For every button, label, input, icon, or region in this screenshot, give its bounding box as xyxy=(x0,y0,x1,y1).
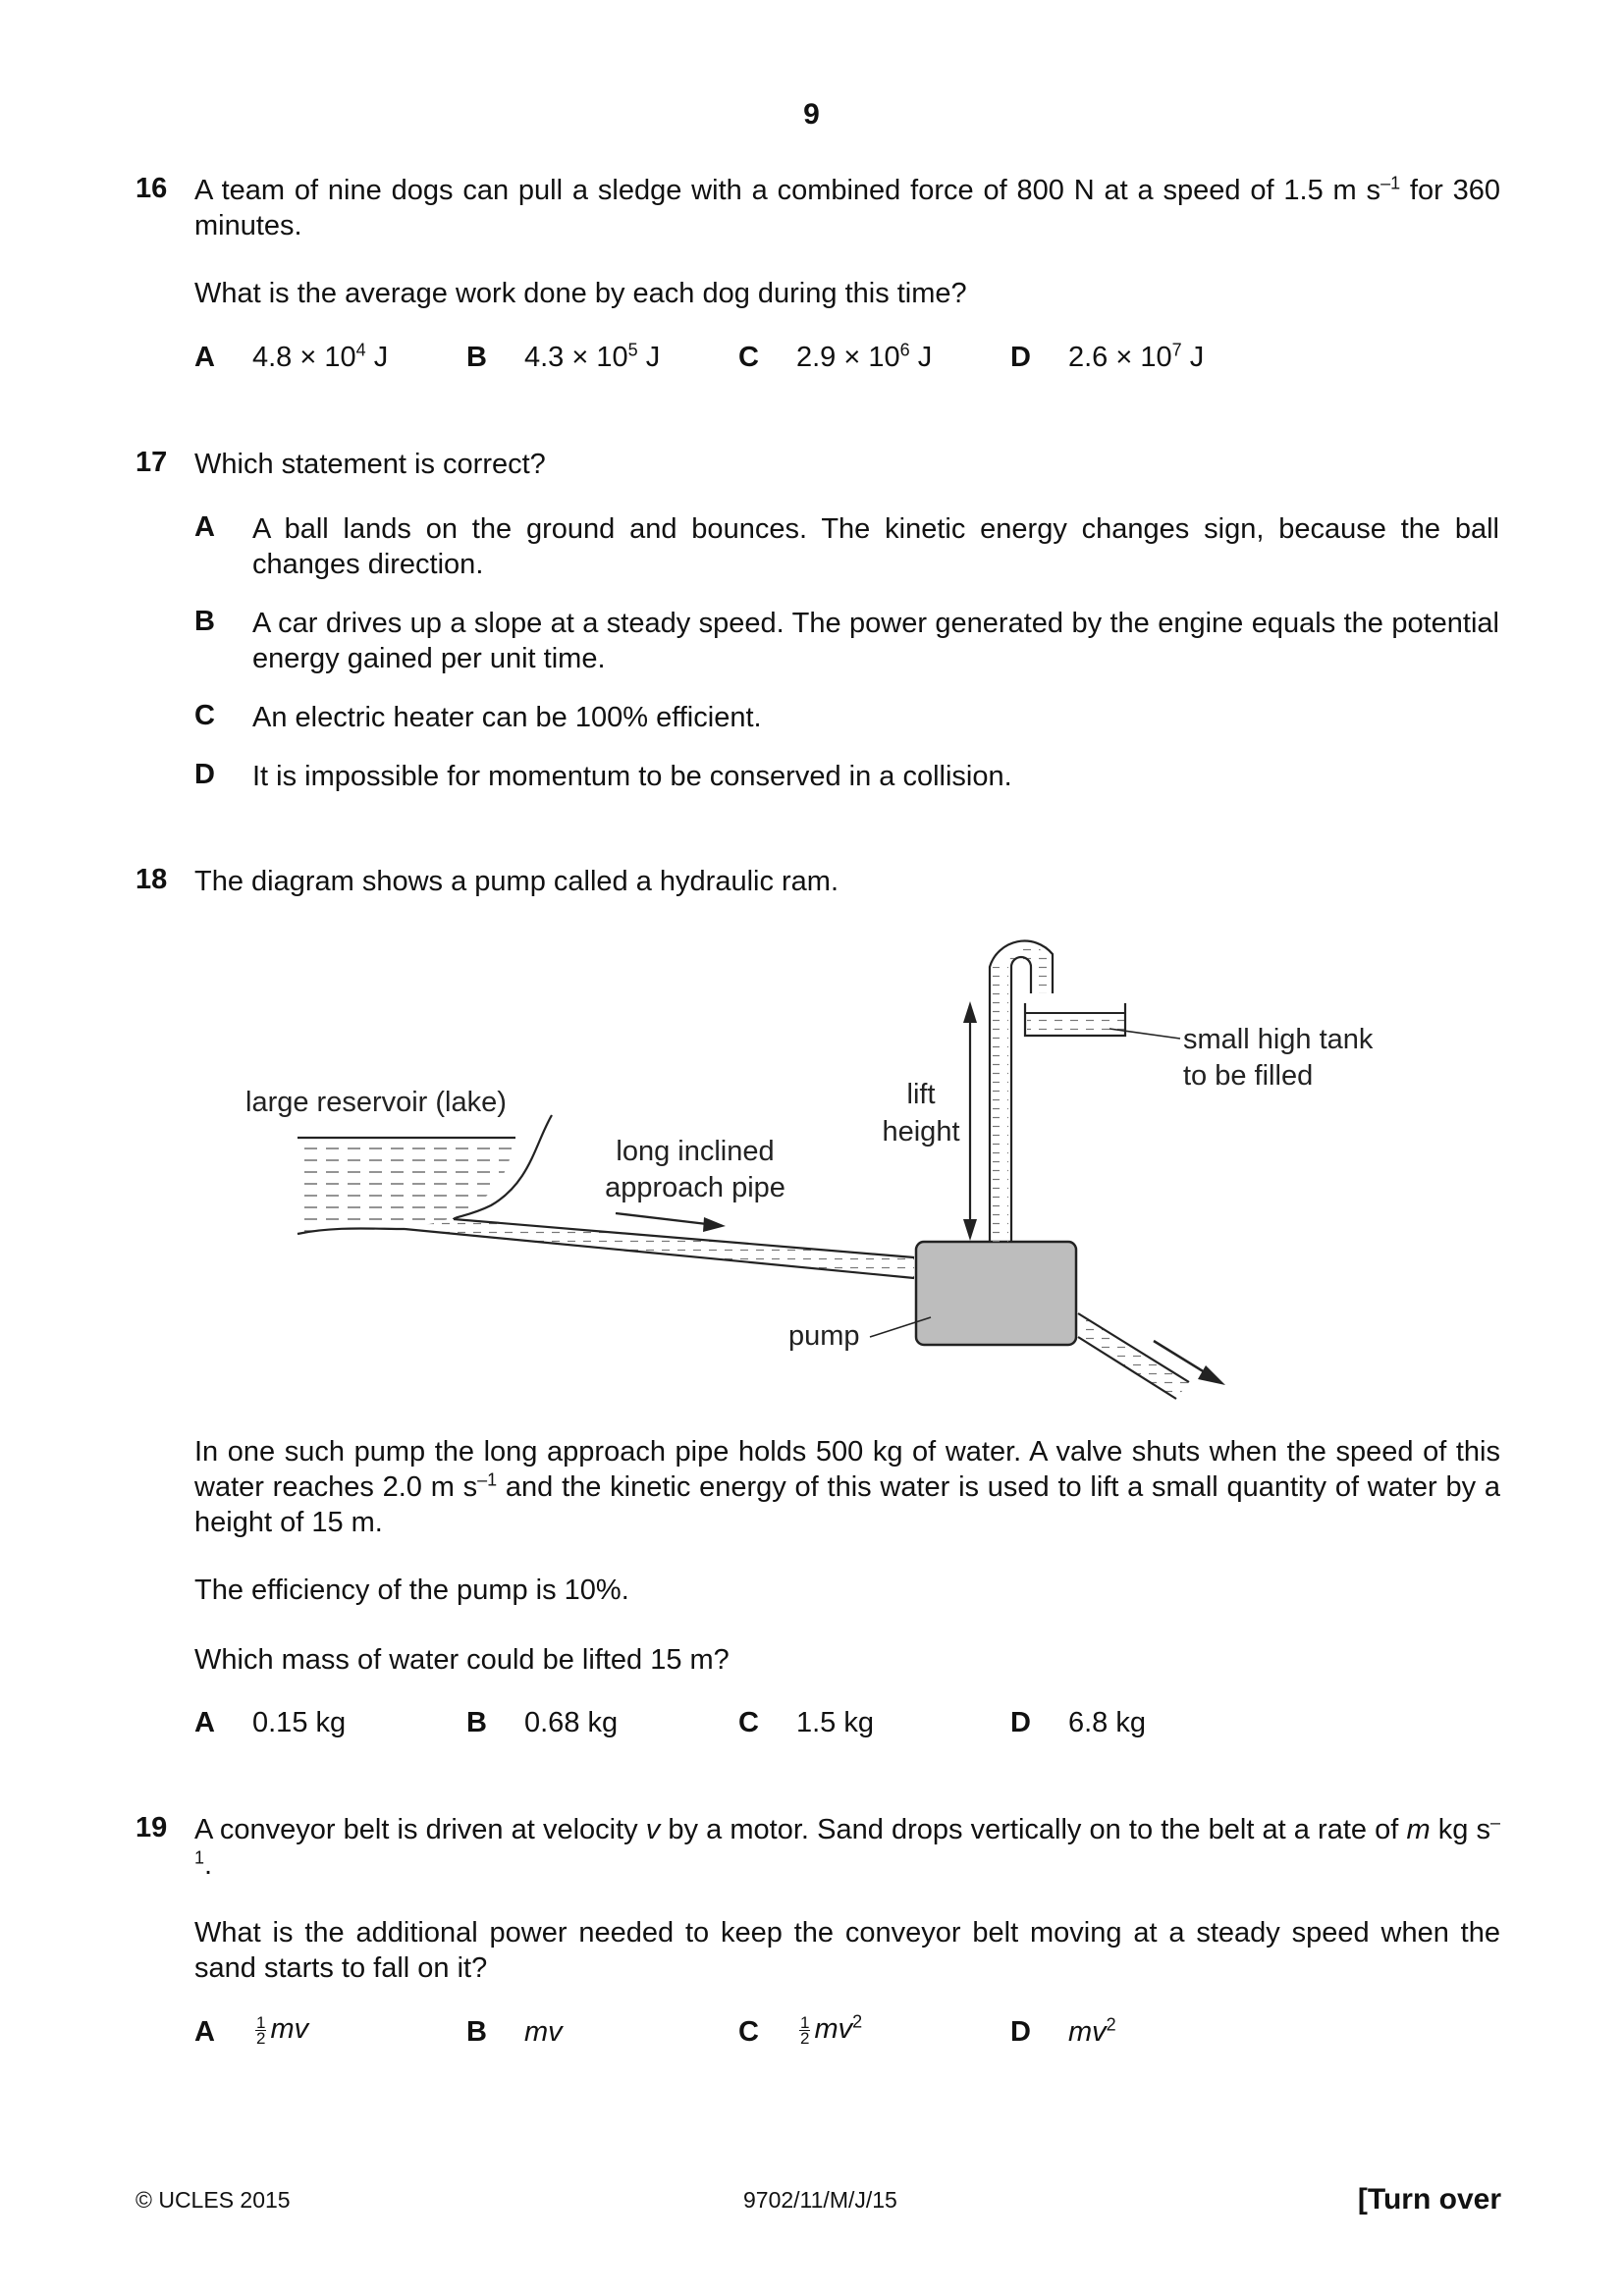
reservoir-water xyxy=(298,1115,552,1234)
q16-option-a-letter[interactable]: A xyxy=(194,342,215,373)
outflow-pipe xyxy=(1078,1313,1189,1399)
q18-option-c-letter[interactable]: C xyxy=(738,1707,759,1738)
footer-paper-code: 9702/11/M/J/15 xyxy=(743,2187,897,2213)
label-tank-line2: to be filled xyxy=(1183,1060,1314,1092)
footer-copyright: © UCLES 2015 xyxy=(135,2187,291,2213)
question-19-number: 19 xyxy=(135,1812,168,1843)
turn-over-label: [Turn over xyxy=(1357,2183,1501,2216)
q16-option-d-value: $2.6 \times 10^7$ J xyxy=(1068,340,1205,373)
delivery-pipe xyxy=(990,941,1053,1242)
question-17-number: 17 xyxy=(135,447,168,478)
question-16-stem xyxy=(194,173,1500,243)
question-19-options xyxy=(0,2013,1623,2056)
q19-option-c-value: $\frac{1}{2}$ $mv^2$ xyxy=(800,2011,863,2048)
pump-box xyxy=(916,1242,1076,1345)
q19-option-c-letter[interactable]: C xyxy=(738,2016,759,2048)
q16-text-sup: –1 xyxy=(1380,173,1401,193)
question-18-options xyxy=(0,1707,1623,1746)
small-high-tank xyxy=(1025,1003,1125,1036)
q17-option-c-text: An electric heater can be 100% efficient. xyxy=(252,702,762,733)
q16-option-c-value: $2.9 \times 10^6$ J xyxy=(796,340,933,373)
q17-option-b-text: A car drives up a slope at a steady speed. The power generated by the engine equals the potential energy gained per unit time. xyxy=(252,608,1499,674)
pipe-flow-arrow xyxy=(616,1213,726,1232)
fraction-half: $\frac{1}{2}$ xyxy=(800,2012,810,2048)
lift-height-arrow xyxy=(963,1001,977,1241)
question-18-paragraph-2: The efficiency of the pump is 10%. xyxy=(194,1575,629,1606)
question-19-stem xyxy=(194,1812,1500,1883)
q19-text-c: kg s xyxy=(1430,1814,1490,1845)
q18-option-b-value: 0.68 kg xyxy=(524,1707,619,1738)
q19-text-sup: –1 xyxy=(194,1812,1500,1868)
question-18-number: 18 xyxy=(135,864,168,895)
hydraulic-ram-diagram xyxy=(226,923,1404,1414)
q17-option-b-letter[interactable]: B xyxy=(194,606,215,637)
q19-option-a-value: $\frac{1}{2}$ mv xyxy=(256,2012,309,2048)
q17-option-d-text: It is impossible for momentum to be conserved in a collision. xyxy=(252,761,1012,792)
q18-option-c-value: 1.5 kg xyxy=(796,1707,874,1738)
label-reservoir: large reservoir (lake) xyxy=(245,1087,507,1118)
q18-para1-b: and the kinetic energy of this water is used to lift a small quantity of water by a height of 15 m. xyxy=(194,1471,1500,1538)
q17-option-c-letter[interactable]: C xyxy=(194,700,215,731)
label-lift-line1: lift xyxy=(906,1079,936,1110)
label-pump: pump xyxy=(788,1320,860,1352)
q16-option-a-value: $4.8 \times 10^4$ J xyxy=(252,340,389,373)
q19-option-a-letter[interactable]: A xyxy=(194,2016,215,2048)
label-lift-line2: height xyxy=(882,1116,960,1148)
q16-option-d-letter[interactable]: D xyxy=(1010,342,1031,373)
q17-option-a-text: A ball lands on the ground and bounces. The kinetic energy changes sign, because the ball changes direction. xyxy=(252,513,1499,580)
page-number: 9 xyxy=(803,98,820,131)
q18-option-d-value: 6.8 kg xyxy=(1068,1707,1146,1738)
q18-option-b-letter[interactable]: B xyxy=(466,1707,487,1738)
label-tank-line1: small high tank xyxy=(1183,1024,1374,1055)
q18-para1-sup: –1 xyxy=(477,1469,498,1490)
q19-mass-rate-symbol: m xyxy=(1406,1814,1431,1845)
q19-text-d: . xyxy=(204,1849,213,1881)
question-19-question: What is the additional power needed to keep the conveyor belt moving at a steady speed when the sand starts to fall on it? xyxy=(194,1917,1500,1984)
question-18-intro: The diagram shows a pump called a hydraulic ram. xyxy=(194,866,839,897)
q18-option-a-value: 0.15 kg xyxy=(252,1707,347,1738)
q19-option-b-value: mv xyxy=(524,2016,563,2048)
label-pipe-line1: long inclined xyxy=(616,1136,775,1167)
q19-option-b-letter[interactable]: B xyxy=(466,2016,487,2048)
q16-text-a: A team of nine dogs can pull a sledge with a combined force of 800 N at a speed of 1.5 m s xyxy=(194,175,1381,206)
question-16-number: 16 xyxy=(135,173,168,204)
q19-option-d-letter[interactable]: D xyxy=(1010,2016,1031,2048)
q19-text-b: by a motor. Sand drops vertically on to the belt at a rate of xyxy=(660,1814,1407,1845)
approach-pipe xyxy=(405,1219,914,1278)
question-16-question: What is the average work done by each dog during this time? xyxy=(194,278,967,309)
q17-option-a-letter[interactable]: A xyxy=(194,511,215,543)
q19-text-a: A conveyor belt is driven at velocity xyxy=(194,1814,646,1845)
q16-option-b-letter[interactable]: B xyxy=(466,342,487,373)
q16-text-b: for 360 minutes. xyxy=(194,175,1501,241)
q18-para1-a: In one such pump the long approach pipe holds 500 kg of water. A valve shuts when the speed of this water reaches 2.0 m s xyxy=(194,1436,1500,1503)
q19-velocity-symbol: v xyxy=(645,1814,661,1845)
q19-option-d-value: $mv^2$ xyxy=(1068,2014,1116,2048)
q18-option-a-letter[interactable]: A xyxy=(194,1707,215,1738)
question-17-question: Which statement is correct? xyxy=(194,449,546,480)
question-16-options xyxy=(0,342,1623,381)
q16-option-c-letter[interactable]: C xyxy=(738,342,759,373)
q18-option-d-letter[interactable]: D xyxy=(1010,1707,1031,1738)
question-18-paragraph-1 xyxy=(194,1434,1500,1540)
fraction-half: $\frac{1}{2}$ xyxy=(256,2012,266,2048)
q16-option-b-value: $4.3 \times 10^5$ J xyxy=(524,340,661,373)
label-pipe-line2: approach pipe xyxy=(605,1172,785,1203)
question-18-question: Which mass of water could be lifted 15 m? xyxy=(194,1644,730,1676)
q17-option-d-letter[interactable]: D xyxy=(194,759,215,790)
